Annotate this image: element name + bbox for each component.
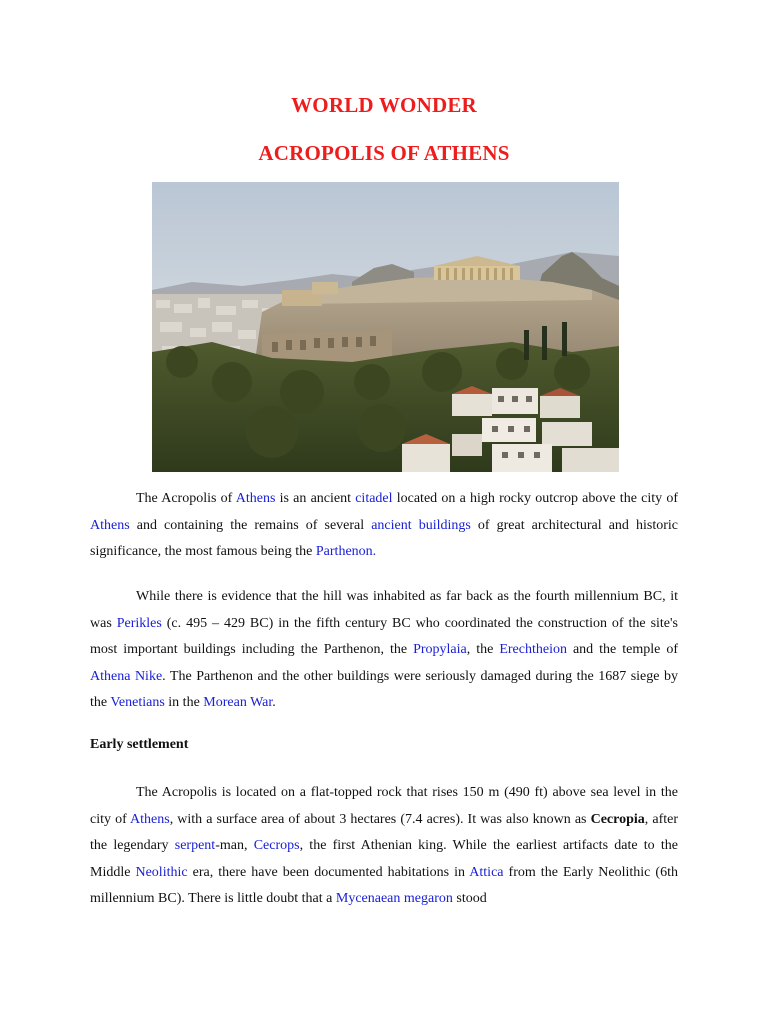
document-title-line2: ACROPOLIS OF ATHENS (258, 141, 510, 165)
document-title-line1: WORLD WONDER (291, 93, 477, 117)
link-perikles[interactable]: Perikles (116, 615, 162, 631)
link-athena-nike[interactable]: Athena Nike (90, 668, 163, 684)
link-ancient-buildings[interactable]: ancient buildings (371, 517, 471, 533)
link-morean-war[interactable]: Morean War (203, 695, 273, 710)
section-heading: Early settlement (90, 737, 189, 752)
link-neolithic[interactable]: Neolithic (135, 864, 188, 880)
text-span: , the first Athenian king. While the earliest artifacts date to the Middle (90, 838, 679, 880)
text-span: located on a high rocky outcrop above the city of (392, 491, 678, 506)
text-span: . (272, 695, 276, 710)
text-span: of great architectural and historic significance, the most famous being the (90, 517, 678, 559)
text-span: and the temple of (566, 642, 679, 657)
link-serpent[interactable]: serpent (174, 838, 216, 853)
link-mycenaean-megaron[interactable]: Mycenaean megaron (335, 891, 453, 906)
text-span: -man, (215, 838, 254, 853)
text-span: and containing the remains of several (129, 517, 372, 533)
acropolis-photo (152, 182, 619, 472)
text-span: stood (452, 891, 487, 906)
link-attica[interactable]: Attica (469, 864, 504, 880)
text-span: , after the legendary (90, 811, 678, 853)
link-propylaia[interactable]: Propylaia (413, 642, 467, 657)
bold-term-cecropia: Cecropia (590, 811, 645, 827)
text-span: While there is evidence that the hill was inhabited as far back as the fourth millennium BC, it was (90, 589, 678, 631)
link-venetians[interactable]: Venetians (110, 695, 165, 710)
text-span: era, there have been documented habitations in (187, 864, 470, 880)
text-span: from the Early Neolithic (6th millennium BC). There is little doubt that a (90, 864, 678, 906)
link-parthenon[interactable]: Parthenon. (315, 544, 377, 559)
text-span: , the (466, 642, 500, 657)
text-span: is an ancient (275, 491, 356, 506)
text-span: , with a surface area of about 3 hectares (7.4 acres). It was also known as (169, 811, 591, 827)
link-citadel[interactable]: citadel (355, 491, 393, 506)
text-span: (c. 495 – 429 BC) in the fifth century BC who coordinated the construction of the site's most important buildings including the Parthenon, the (90, 615, 678, 657)
text-span: The Acropolis is located on a flat-topped rock that rises 150 m (490 ft) above sea level in the city of (90, 785, 678, 827)
text-span: in the (164, 695, 204, 710)
link-cecrops[interactable]: Cecrops (253, 838, 300, 853)
paragraph-early-settlement (90, 780, 678, 913)
paragraph-intro (90, 486, 678, 566)
link-athens[interactable]: Athens (235, 491, 276, 506)
text-span: The Acropolis of (136, 491, 236, 506)
link-erechtheion[interactable]: Erechtheion (499, 642, 567, 657)
text-span: . The Parthenon and the other buildings were seriously damaged during the 1687 siege by the (90, 668, 678, 710)
paragraph-history (90, 584, 678, 717)
link-athens[interactable]: Athens (130, 811, 170, 827)
link-athens[interactable]: Athens (90, 517, 130, 533)
